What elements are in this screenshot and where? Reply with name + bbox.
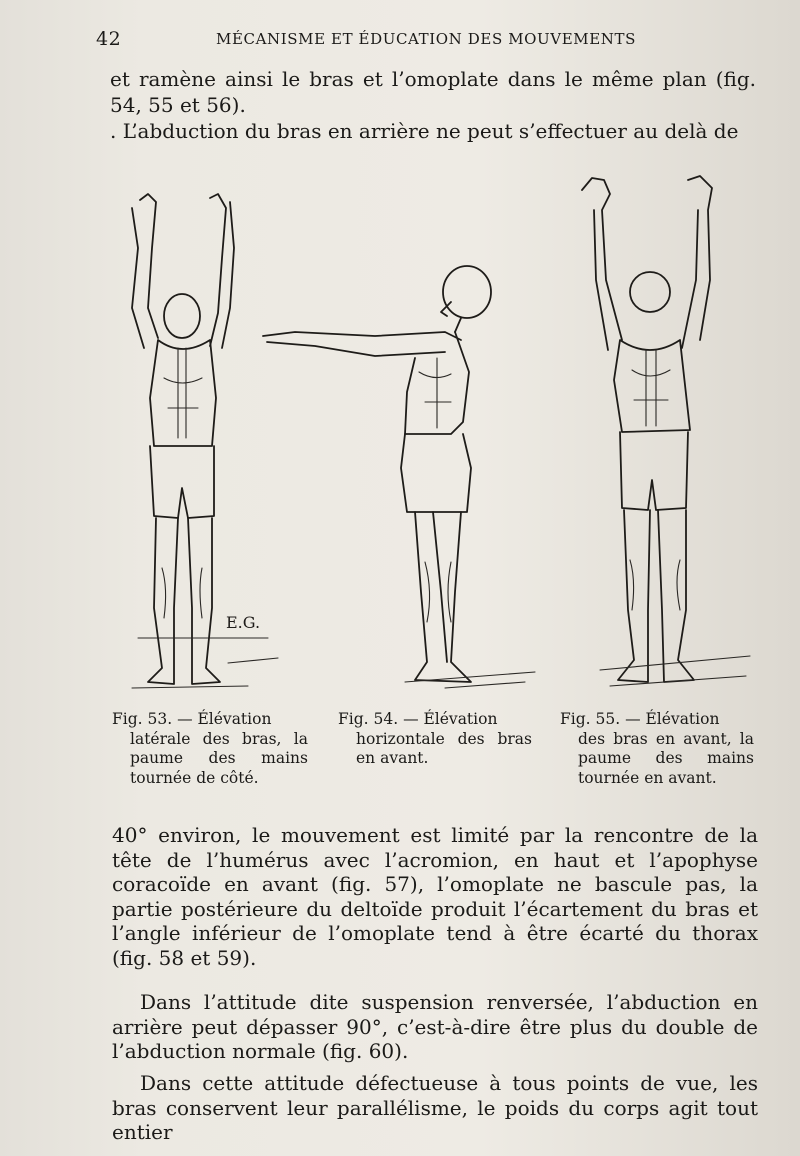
page-header <box>96 28 756 52</box>
figure-55-illustration <box>570 170 760 695</box>
running-title: MÉCANISME ET ÉDUCATION DES MOUVEMENTS <box>216 30 636 48</box>
top-paragraph-text: et ramène ainsi le bras et l’omoplate dans le même plan (fig. 54, 55 et 56). <box>110 67 756 117</box>
body-paragraph-3: Dans cette attitude défectueuse à tous points de vue, les bras conservent leur parallélisme, le poids du corps agit tout entier <box>112 1071 758 1145</box>
top-paragraph-text-2: . L’abduction du bras en arrière ne peut s’effectuer au delà de <box>110 119 739 143</box>
figure-54-caption-title: Fig. 54. — Élévation <box>338 710 498 728</box>
figure-54-caption-text: horizontale des bras en avant. <box>356 729 532 767</box>
figure-53-caption-text: latérale des bras, la paume des mains tournée de côté. <box>130 729 308 787</box>
figure-55-caption-title: Fig. 55. — Élévation <box>560 710 720 728</box>
figure-55-caption <box>560 710 754 788</box>
body-paragraph-1: 40° environ, le mouvement est limité par la rencontre de la tête de l’humérus avec l’acromion, en haut et l’apophyse coracoïde en avant (fig. 57), l’omoplate ne bascule pas, la partie postérieure du deltoïde produit l’écartement du bras et l’angle inférieur de l’omoplate tend à être écarté du thorax (fig. 58 et 59). <box>112 823 758 970</box>
figure-54-illustration <box>255 262 540 692</box>
page-number: 42 <box>96 28 122 50</box>
figure-53-caption-title: Fig. 53. — Élévation <box>112 710 272 728</box>
figure-55-caption-text: des bras en avant, la paume des mains tournée en avant. <box>578 729 754 787</box>
figure-54-caption <box>338 710 532 769</box>
artist-signature: E.G. <box>226 613 261 632</box>
body-paragraph-2: Dans l’attitude dite suspension renversée, l’abduction en arrière peut dépasser 90°, c’est-à-dire être plus du double de l’abduction normale (fig. 60). <box>112 990 758 1064</box>
top-paragraph <box>110 66 756 144</box>
figure-53-caption <box>112 710 308 788</box>
